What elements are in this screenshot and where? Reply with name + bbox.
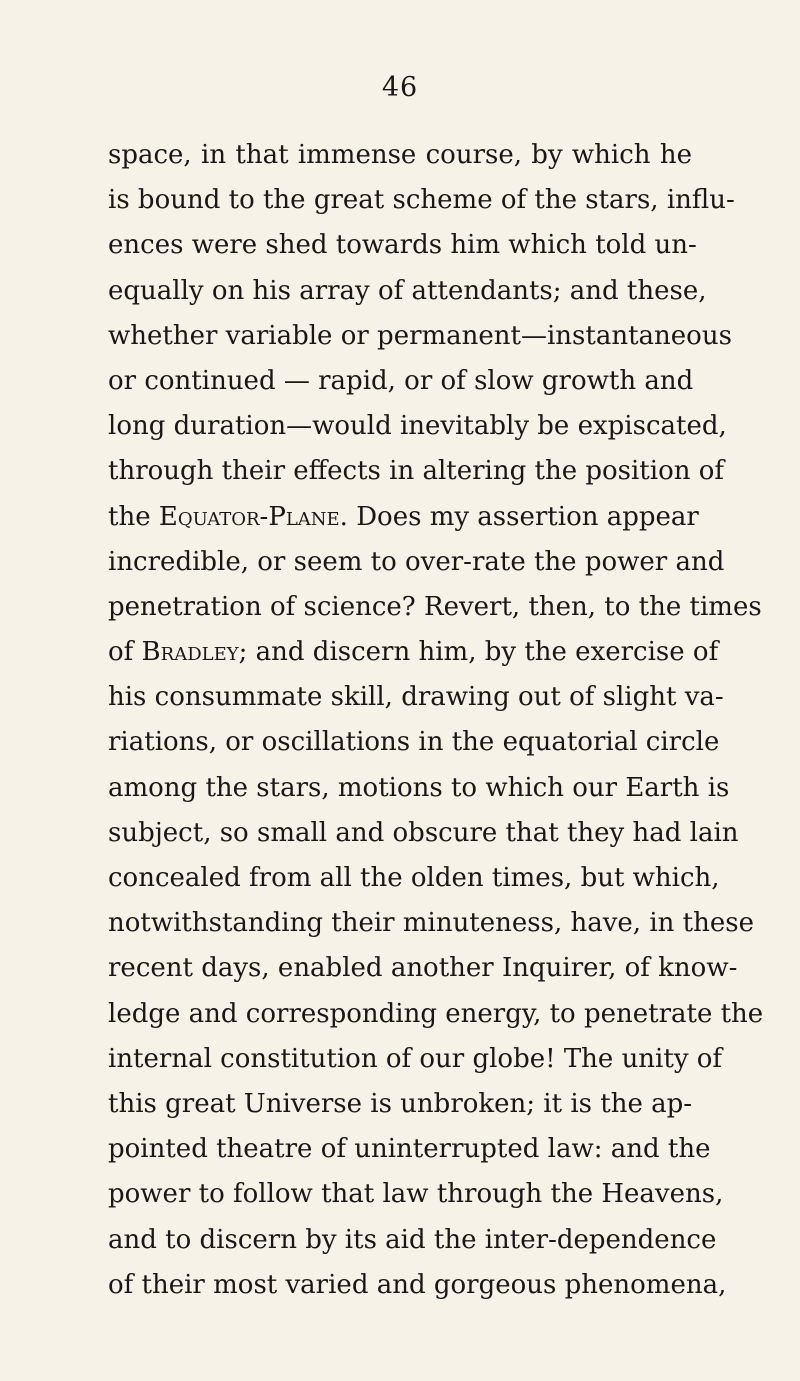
text-line: and to discern by its aid the inter-dependence <box>108 1224 717 1255</box>
text-line: riations, or oscillations in the equatorial circle <box>108 727 720 758</box>
text-line: whether variable or permanent—instantaneous <box>108 320 732 351</box>
text-line: equally on his array of attendants; and these, <box>108 275 707 306</box>
text-line: penetration of science? Revert, then, to the times <box>108 591 762 622</box>
text-line: pointed theatre of uninterrupted law: and the <box>108 1134 711 1165</box>
text-line <box>108 495 699 540</box>
text-line: concealed from all the olden times, but which, <box>108 863 720 893</box>
page-number: 46 <box>381 72 419 103</box>
text-line: recent days, enabled another Inquirer, of know- <box>108 953 738 984</box>
text-line: ledge and corresponding energy, to penetrate the <box>108 998 764 1029</box>
body-text <box>108 133 764 1308</box>
text-line: subject, so small and obscure that they had lain <box>108 817 739 848</box>
text-line: power to follow that law through the Heavens, <box>108 1179 724 1210</box>
text-line: long duration—would inevitably be expiscated, <box>108 411 727 442</box>
text-line: space, in that immense course, by which he <box>108 140 692 170</box>
small-caps-name: Bradley <box>141 637 239 668</box>
text-line: of their most varied and gorgeous phenomena, <box>108 1269 727 1300</box>
text-line: through their effects in altering the position of <box>108 456 725 487</box>
text-line: incredible, or seem to over-rate the power and <box>108 546 725 577</box>
small-caps-term: Equator-Plane <box>158 501 340 532</box>
text-line: is bound to the great scheme of the stars, influ- <box>108 185 735 216</box>
text-line: notwithstanding their minuteness, have, in these <box>108 908 754 939</box>
text-line <box>108 630 719 675</box>
text-segment: . Does my assertion appear <box>339 501 699 532</box>
text-line: his consummate skill, drawing out of slight va- <box>108 682 724 713</box>
text-segment: ; and discern him, by the exercise of <box>238 637 719 668</box>
text-line: ences were shed towards him which told un- <box>108 230 697 261</box>
text-segment: the <box>108 501 151 532</box>
text-line: internal constitution of our globe! The unity of <box>108 1043 723 1074</box>
text-line: among the stars, motions to which our Earth is <box>108 772 730 803</box>
text-segment: of <box>108 637 134 668</box>
text-line: this great Universe is unbroken; it is the ap- <box>108 1088 693 1119</box>
text-line: or continued — rapid, or of slow growth and <box>108 365 694 396</box>
